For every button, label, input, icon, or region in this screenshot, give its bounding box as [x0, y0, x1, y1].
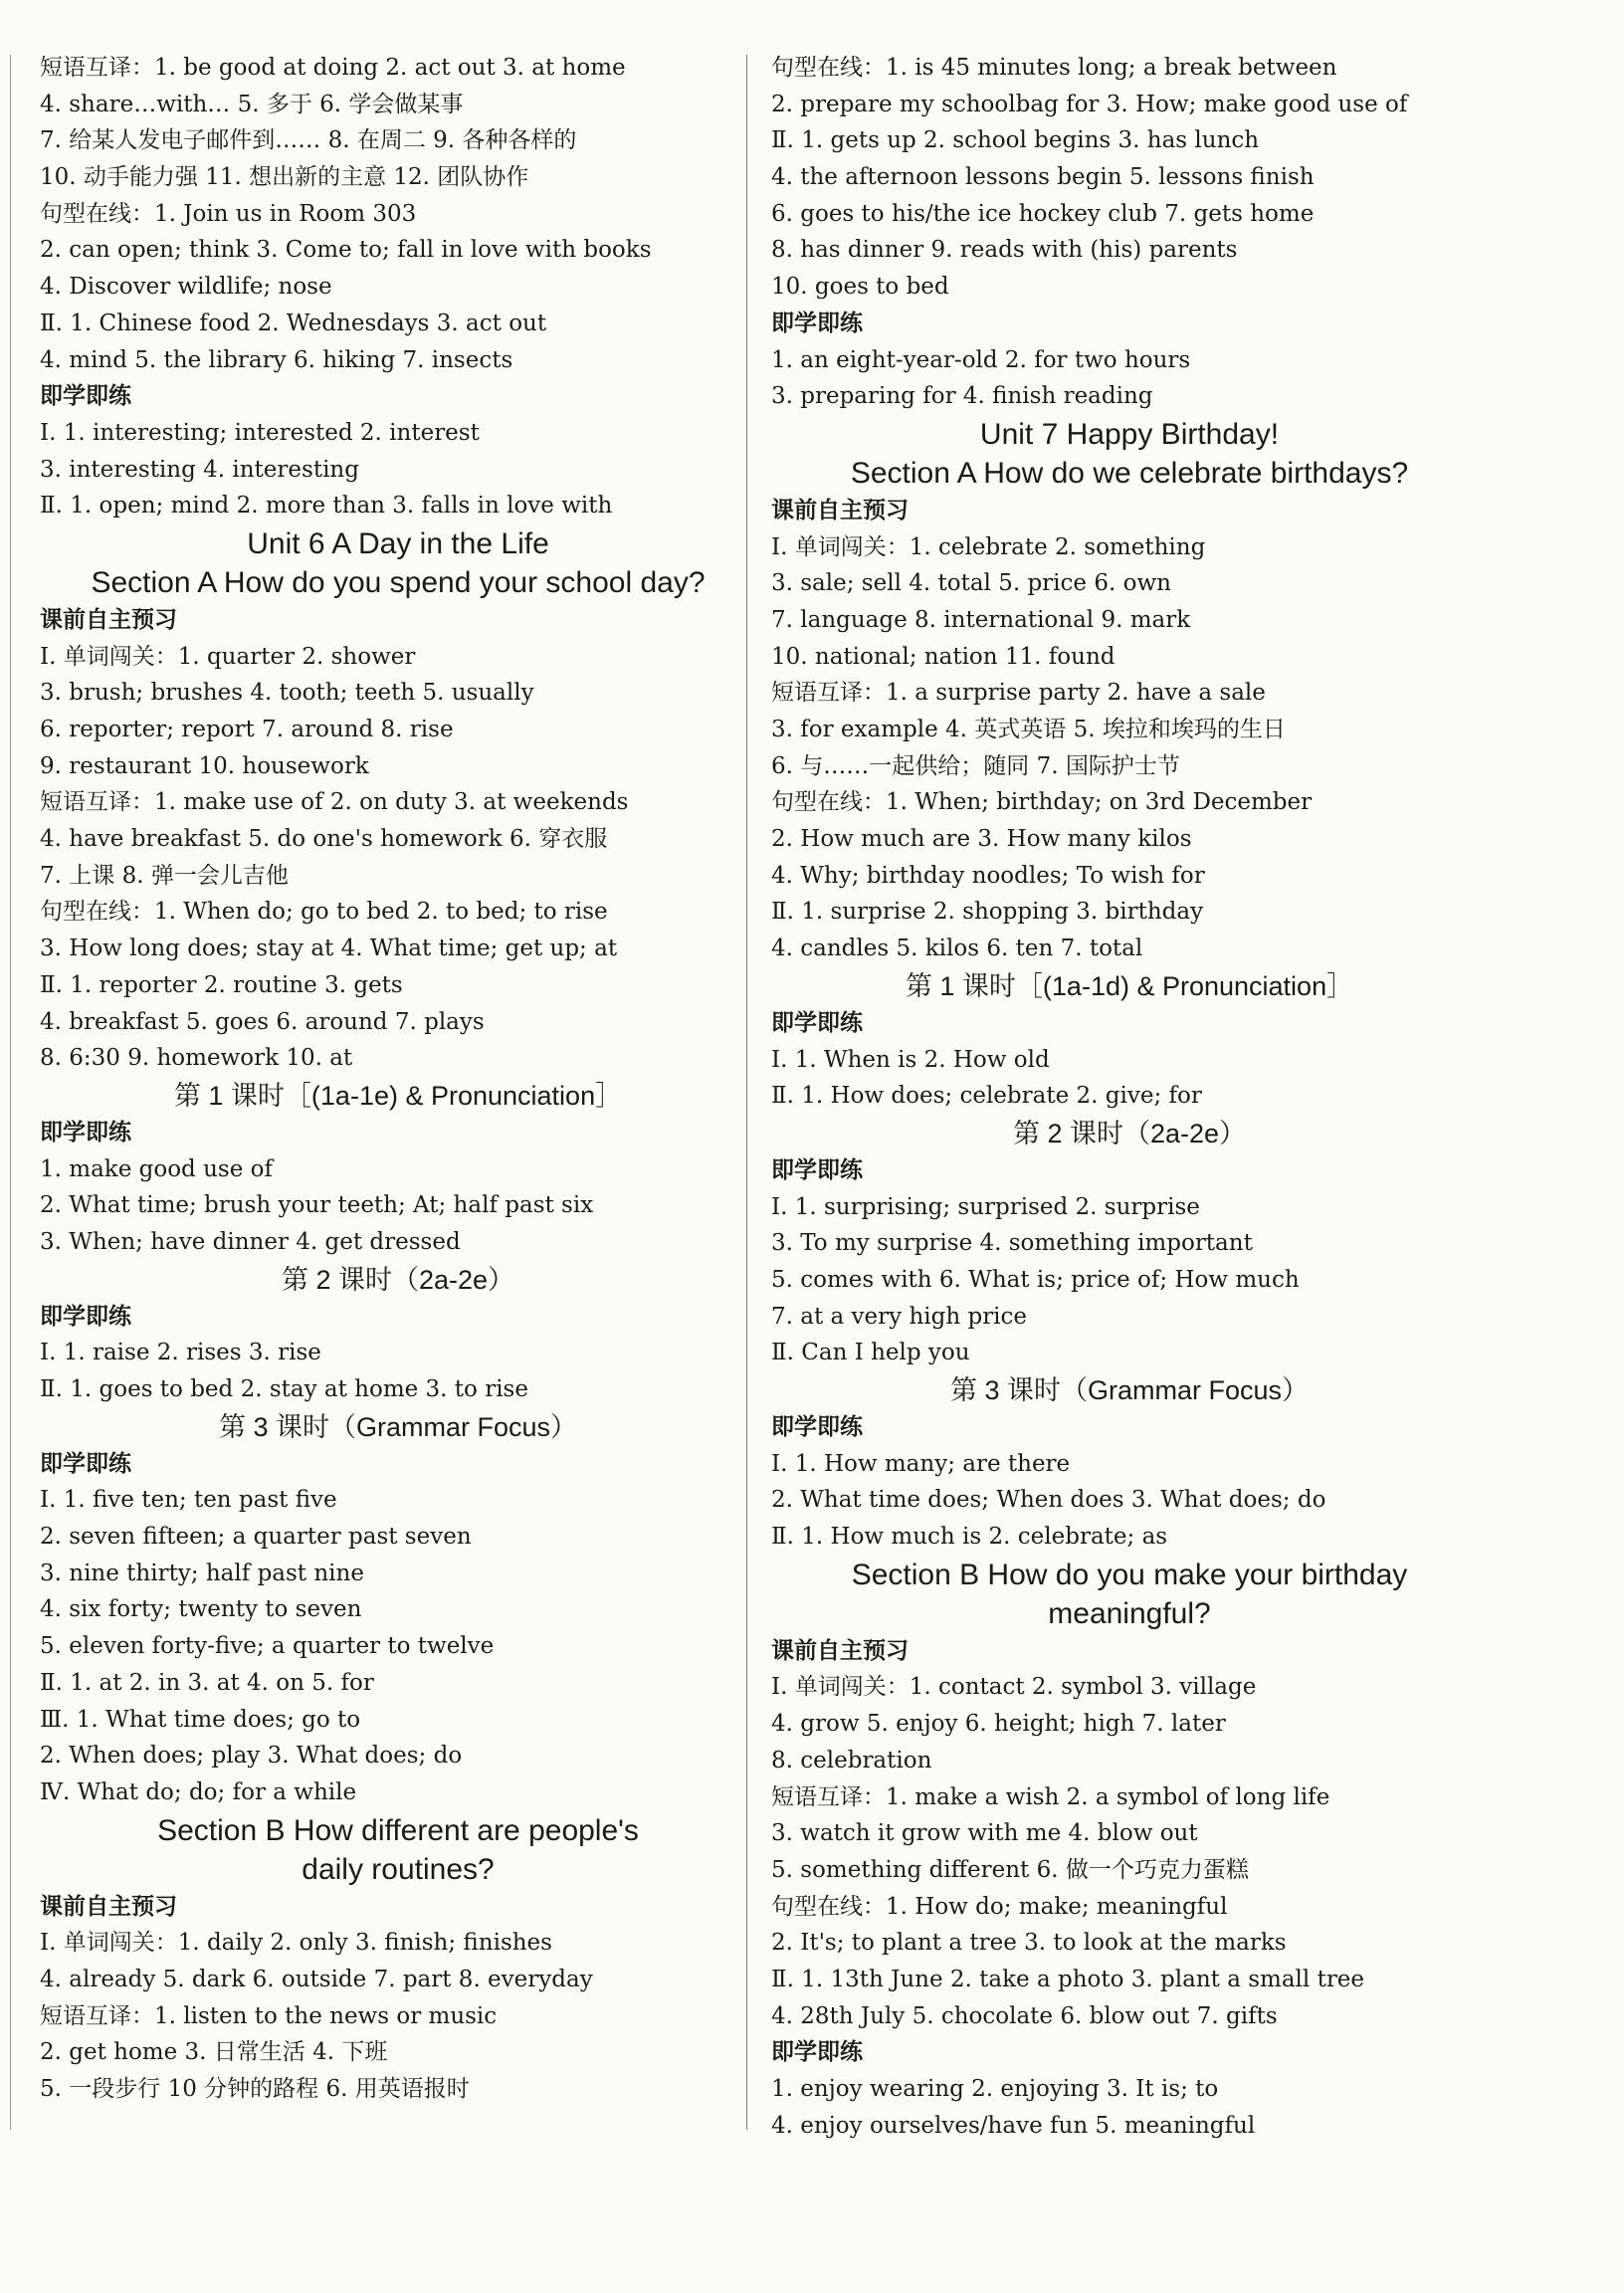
answer-line: 8. has dinner 9. reads with (his) parents — [771, 237, 1238, 264]
answer-line: 3. sale; sell 4. total 5. price 6. own — [771, 570, 1171, 597]
answer-line: 短语互译：1. listen to the news or music — [40, 2002, 498, 2029]
page-edge-line — [10, 55, 11, 2130]
section-label: 即学即练 — [771, 1156, 863, 1183]
answer-line: Ⅰ. 1. five ten; ten past five — [40, 1487, 337, 1514]
answer-line: 8. 6:30 9. homework 10. at — [40, 1045, 353, 1072]
lesson-heading: 第 1 课时［(1a-1e) & Pronunciation］ — [173, 1080, 623, 1111]
answer-line: 4. Why; birthday noodles; To wish for — [771, 862, 1205, 889]
answer-line: 2. What time; brush your teeth; At; half past six — [40, 1192, 594, 1219]
answer-line: 短语互译：1. a surprise party 2. have a sale — [771, 680, 1266, 707]
section-label: 即学即练 — [771, 1414, 863, 1440]
answer-line: Ⅰ. 单词闯关：1. quarter 2. shower — [40, 643, 416, 670]
answer-line: 2. When does; play 3. What does; do — [40, 1743, 463, 1770]
unit-section-heading: meaningful? — [1048, 1596, 1211, 1630]
section-label: 即学即练 — [40, 1303, 131, 1330]
answer-line: 4. the afternoon lessons begin 5. lessons finish — [771, 164, 1315, 191]
answer-line: Ⅲ. 1. What time does; go to — [40, 1706, 361, 1733]
answer-line: Ⅰ. 1. raise 2. rises 3. rise — [40, 1340, 321, 1366]
column-divider — [746, 55, 747, 2130]
answer-line: 5. 一段步行 10 分钟的路程 6. 用英语报时 — [40, 2076, 470, 2102]
answer-line: 1. enjoy wearing 2. enjoying 3. It is; to — [771, 2076, 1219, 2102]
unit-section-heading: Section A How do we celebrate birthdays? — [850, 456, 1409, 490]
answer-line: 短语互译：1. make use of 2. on duty 3. at weekends — [40, 789, 629, 816]
answer-line: 10. 动手能力强 11. 想出新的主意 12. 团队协作 — [40, 164, 529, 191]
answer-line: 句型在线：1. When; birthday; on 3rd December — [771, 789, 1313, 816]
unit-section-heading: Section A How do you spend your school day? — [91, 565, 706, 599]
answer-line: 3. To my surprise 4. something important — [771, 1230, 1253, 1257]
answer-line: 10. goes to bed — [771, 274, 949, 301]
answer-line: Ⅱ. 1. 13th June 2. take a photo 3. plant a small tree — [771, 1966, 1365, 1992]
lesson-heading: 第 2 课时（2a-2e） — [281, 1264, 515, 1295]
answer-line: 2. get home 3. 日常生活 4. 下班 — [40, 2039, 388, 2066]
answer-line: 10. national; nation 11. found — [771, 643, 1116, 670]
answer-line: Ⅱ. 1. surprise 2. shopping 3. birthday — [771, 899, 1204, 926]
answer-line: 5. eleven forty-five; a quarter to twelve — [40, 1633, 495, 1660]
answer-line: 4. 28th July 5. chocolate 6. blow out 7. gifts — [771, 2002, 1278, 2029]
answer-line: 7. at a very high price — [771, 1303, 1028, 1330]
answer-line: Ⅱ. 1. open; mind 2. more than 3. falls in love with — [40, 493, 613, 520]
answer-line: 4. already 5. dark 6. outside 7. part 8. everyday — [40, 1966, 593, 1992]
answer-line: 2. It's; to plant a tree 3. to look at the marks — [771, 1930, 1287, 1957]
unit-section-heading: Unit 7 Happy Birthday! — [979, 417, 1280, 451]
answer-line: 3. for example 4. 英式英语 5. 埃拉和埃玛的生日 — [771, 717, 1286, 742]
answer-line: Ⅰ. 1. How many; are there — [771, 1450, 1071, 1477]
answer-line: Ⅱ. 1. Chinese food 2. Wednesdays 3. act out — [40, 310, 547, 336]
answer-line: Ⅱ. Can I help you — [771, 1340, 970, 1366]
answer-line: 4. Discover wildlife; nose — [40, 274, 332, 301]
answer-line: 句型在线：1. is 45 minutes long; a break between — [771, 55, 1337, 81]
answer-line: 4. grow 5. enjoy 6. height; high 7. later — [771, 1711, 1226, 1738]
left-column — [40, 50, 756, 2108]
answer-line: 句型在线：1. When do; go to bed 2. to bed; to rise — [40, 899, 608, 926]
answer-line: 9. restaurant 10. housework — [40, 752, 369, 779]
section-label: 课前自主预习 — [771, 1637, 909, 1664]
answer-line: 4. have breakfast 5. do one's homework 6. 穿衣服 — [40, 826, 608, 853]
unit-section-heading: Unit 6 A Day in the Life — [247, 526, 549, 560]
answer-line: 3. interesting 4. interesting — [40, 456, 359, 483]
section-label: 即学即练 — [40, 1119, 131, 1146]
answer-line: 2. What time does; When does 3. What does; do — [771, 1487, 1326, 1514]
answer-line: Ⅰ. 1. When is 2. How old — [771, 1046, 1050, 1073]
answer-line: Ⅰ. 单词闯关：1. celebrate 2. something — [771, 533, 1206, 560]
section-label: 即学即练 — [771, 310, 863, 336]
answer-line: 2. prepare my schoolbag for 3. How; make good use of — [771, 91, 1408, 117]
unit-section-heading: daily routines? — [302, 1852, 495, 1886]
answer-line: 8. celebration — [771, 1747, 932, 1773]
answer-line: 7. 上课 8. 弹一会儿吉他 — [40, 862, 289, 889]
answer-line: 3. nine thirty; half past nine — [40, 1560, 364, 1586]
section-label: 课前自主预习 — [40, 606, 177, 633]
lesson-heading: 第 3 课时（Grammar Focus） — [949, 1375, 1310, 1405]
answer-line: Ⅰ. 单词闯关：1. contact 2. symbol 3. village — [771, 1674, 1257, 1701]
answer-line: 6. reporter; report 7. around 8. rise — [40, 717, 454, 742]
answer-line: Ⅱ. 1. goes to bed 2. stay at home 3. to rise — [40, 1376, 528, 1402]
answer-line: 4. enjoy ourselves/have fun 5. meaningful — [771, 2112, 1256, 2139]
answer-line: 2. can open; think 3. Come to; fall in love with books — [40, 237, 652, 264]
answer-line: 5. comes with 6. What is; price of; How much — [771, 1266, 1300, 1293]
answer-line: 6. goes to his/the ice hockey club 7. gets home — [771, 200, 1315, 227]
right-column — [771, 50, 1488, 2144]
answer-line: 1. an eight-year-old 2. for two hours — [771, 346, 1191, 373]
answer-line: Ⅰ. 1. surprising; surprised 2. surprise — [771, 1193, 1200, 1220]
answer-line: 3. preparing for 4. finish reading — [771, 383, 1153, 410]
answer-line: Ⅳ. What do; do; for a while — [40, 1778, 357, 1805]
answer-line: Ⅰ. 单词闯关：1. daily 2. only 3. finish; finishes — [40, 1930, 552, 1957]
answer-line: Ⅱ. 1. How much is 2. celebrate; as — [771, 1524, 1168, 1551]
answer-line: 短语互译：1. make a wish 2. a symbol of long life — [771, 1783, 1330, 1810]
answer-line: 5. something different 6. 做一个巧克力蛋糕 — [771, 1856, 1249, 1883]
section-label: 即学即练 — [40, 1450, 131, 1477]
answer-line: 句型在线：1. How do; make; meaningful — [771, 1893, 1228, 1920]
answer-line: 4. six forty; twenty to seven — [40, 1596, 362, 1623]
answer-line: 6. 与……一起供给；随同 7. 国际护士节 — [771, 752, 1180, 779]
answer-line: 4. breakfast 5. goes 6. around 7. plays — [40, 1008, 485, 1035]
answer-line: 3. watch it grow with me 4. blow out — [771, 1820, 1198, 1847]
answer-line: 4. share…with… 5. 多于 6. 学会做某事 — [40, 91, 464, 117]
answer-line: 4. mind 5. the library 6. hiking 7. insects — [40, 346, 513, 373]
answer-line: 短语互译：1. be good at doing 2. act out 3. at home — [40, 55, 626, 81]
answer-line: 句型在线：1. Join us in Room 303 — [40, 200, 417, 227]
answer-line: Ⅱ. 1. at 2. in 3. at 4. on 5. for — [40, 1669, 374, 1696]
lesson-heading: 第 1 课时［(1a-1d) & Pronunciation］ — [905, 970, 1354, 1001]
answer-line: 2. How much are 3. How many kilos — [771, 826, 1192, 853]
answer-line: 3. When; have dinner 4. get dressed — [40, 1228, 461, 1255]
section-label: 即学即练 — [40, 383, 131, 410]
section-label: 即学即练 — [771, 1009, 863, 1036]
answer-line: 2. seven fifteen; a quarter past seven — [40, 1524, 472, 1551]
lesson-heading: 第 2 课时（2a-2e） — [1012, 1118, 1247, 1148]
answer-line: 7. language 8. international 9. mark — [771, 606, 1191, 633]
section-label: 课前自主预习 — [40, 1893, 177, 1920]
answer-line: 3. How long does; stay at 4. What time; get up; at — [40, 936, 618, 962]
answer-line: 4. candles 5. kilos 6. ten 7. total — [771, 936, 1143, 962]
answer-line: Ⅱ. 1. reporter 2. routine 3. gets — [40, 971, 403, 998]
answer-line: Ⅰ. 1. interesting; interested 2. interest — [40, 419, 480, 446]
answer-line: Ⅱ. 1. gets up 2. school begins 3. has lunch — [771, 127, 1260, 154]
answer-line: 3. brush; brushes 4. tooth; teeth 5. usually — [40, 680, 534, 707]
lesson-heading: 第 3 课时（Grammar Focus） — [218, 1411, 578, 1442]
answer-line: Ⅱ. 1. How does; celebrate 2. give; for — [771, 1083, 1202, 1110]
unit-section-heading: Section B How do you make your birthday — [851, 1558, 1408, 1591]
answer-line: 1. make good use of — [40, 1155, 273, 1182]
answer-line: 7. 给某人发电子邮件到…… 8. 在周二 9. 各种各样的 — [40, 127, 577, 154]
section-label: 即学即练 — [771, 2039, 863, 2066]
section-label: 课前自主预习 — [771, 497, 909, 523]
unit-section-heading: Section B How different are people's — [157, 1813, 639, 1847]
